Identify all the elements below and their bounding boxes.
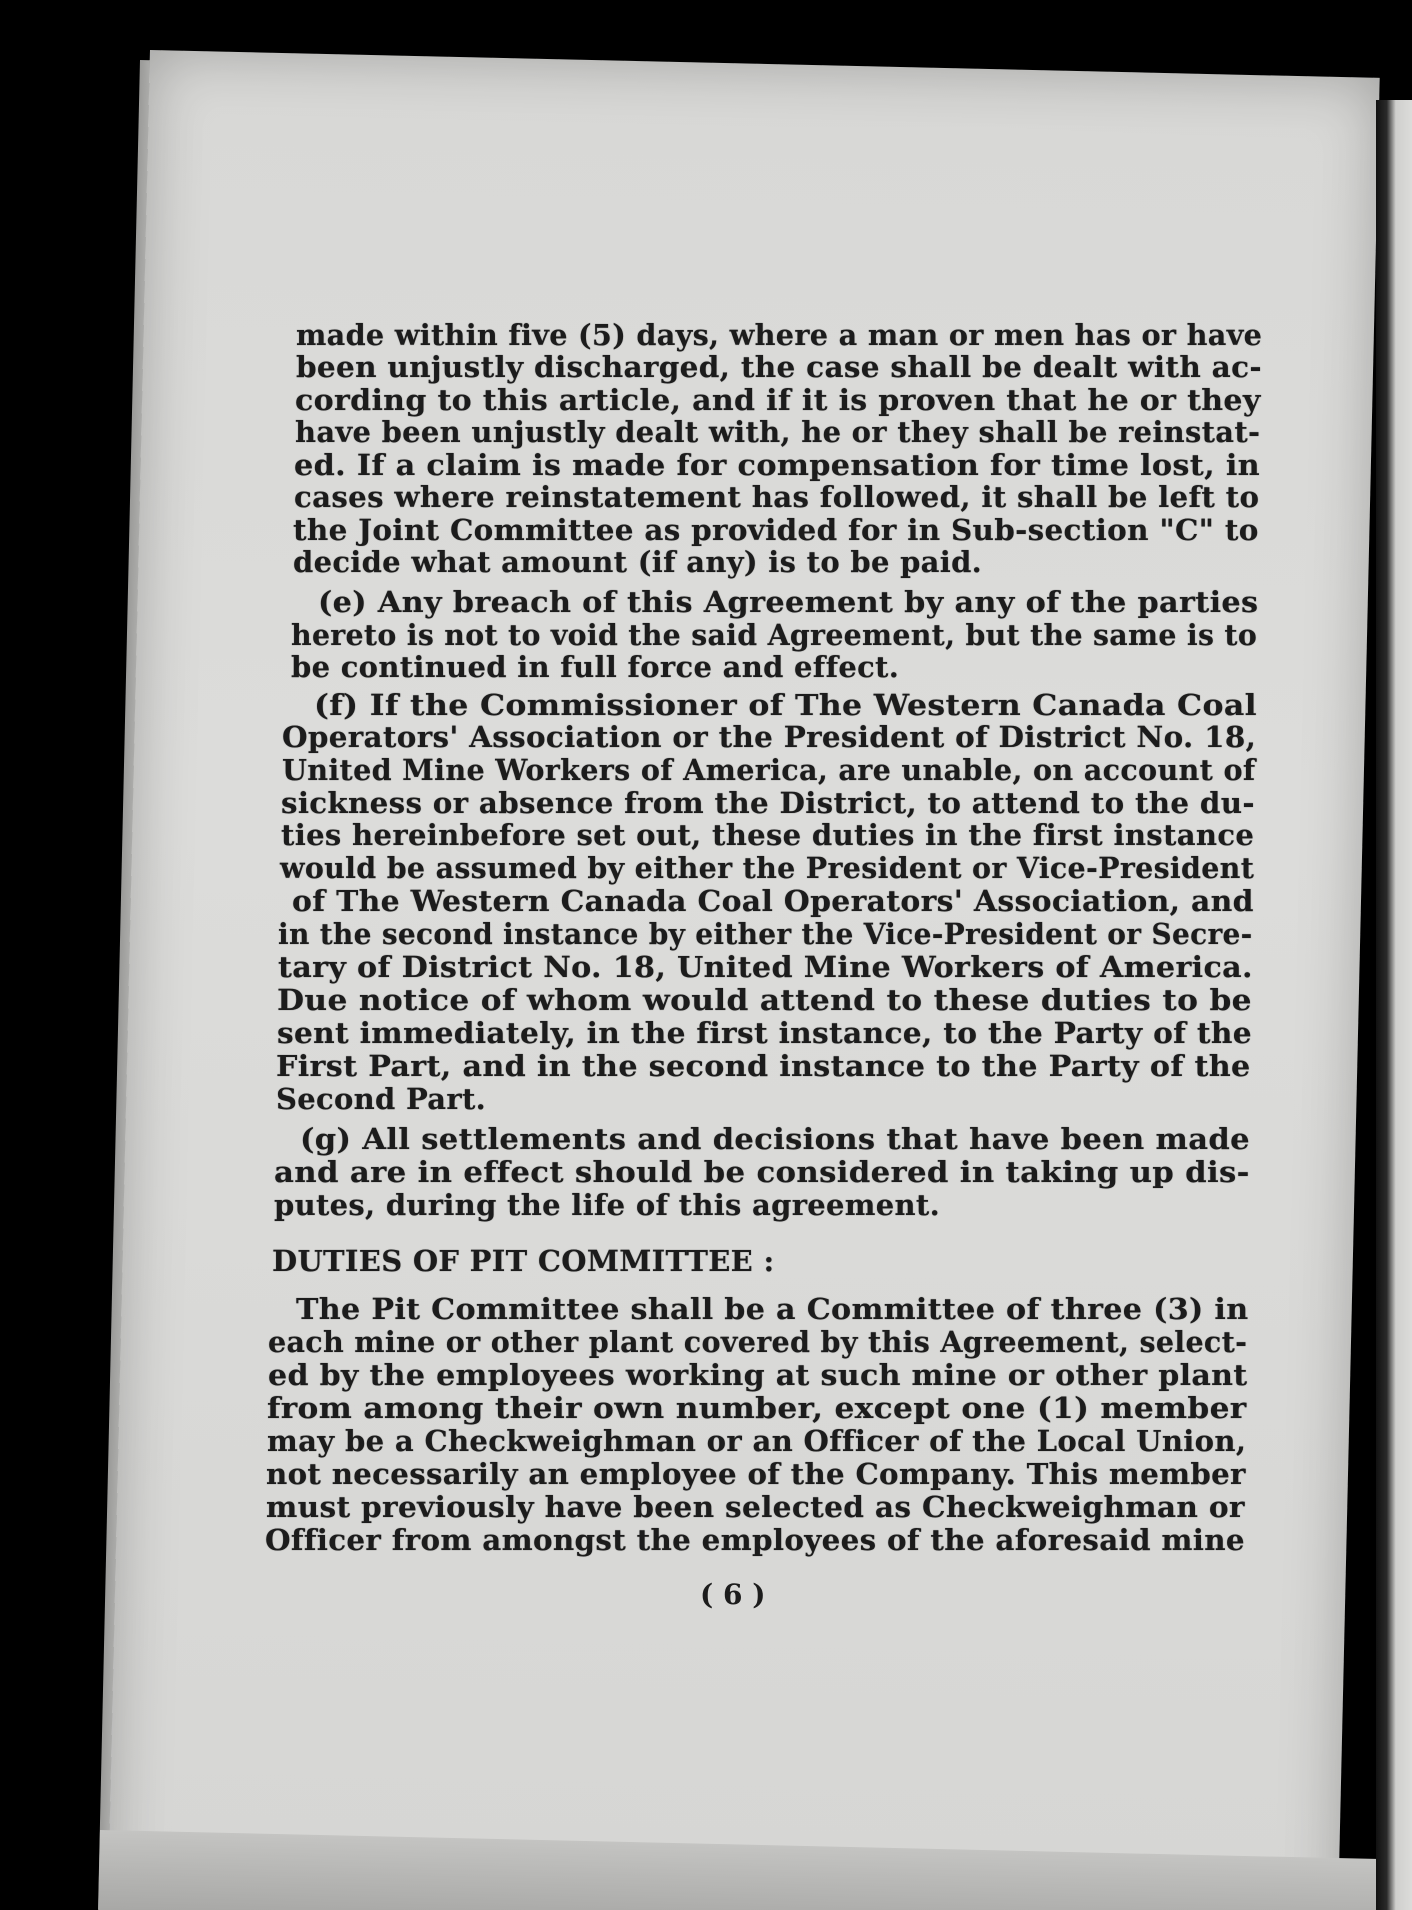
text-line: Second Part. — [276, 1082, 487, 1116]
text-line: The Pit Committee shall be a Committee of three (3) in — [296, 1292, 1249, 1326]
text-line: sent immediately, in the first instance, to the Party of the — [277, 1016, 1252, 1050]
text-line: be continued in full force and effect. — [291, 650, 900, 684]
text-line: (e) Any breach of this Agreement by any of the parties — [318, 585, 1259, 619]
text-line: have been unjustly dealt with, he or they shall be reinstat- — [295, 415, 1261, 449]
text-line: ties hereinbefore set out, these duties in the first instance — [281, 818, 1255, 852]
text-line: and are in effect should be considered in taking up dis- — [274, 1155, 1250, 1189]
text-line: hereto is not to void the said Agreement, but the same is to — [291, 618, 1258, 652]
text-line: Due notice of whom would attend to these duties to be — [277, 983, 1252, 1017]
text-line: ed by the employees working at such mine or other plant — [268, 1358, 1248, 1392]
text-line: would be assumed by either the President or Vice-President — [280, 851, 1255, 885]
text-line: must previously have been selected as Checkweighman or — [266, 1490, 1245, 1524]
text-line: been unjustly discharged, the case shall be dealt with ac- — [296, 350, 1262, 384]
section-heading: DUTIES OF PIT COMMITTEE : — [272, 1244, 775, 1278]
text-line: putes, during the life of this agreement. — [274, 1188, 941, 1222]
text-line: First Part, and in the second instance to the Party of the — [276, 1049, 1251, 1083]
text-line: from among their own number, except one (1) member — [267, 1391, 1247, 1425]
text-line: Officer from amongst the employees of the aforesaid mine — [265, 1523, 1245, 1557]
text-line: cording to this article, and if it is proven that he or they — [295, 383, 1261, 417]
text-line: ed. If a claim is made for compensation for time lost, in — [294, 448, 1261, 482]
text-line: tary of District No. 18, United Mine Workers of America. — [278, 950, 1253, 984]
text-line: in the second instance by either the Vice-President or Secre- — [278, 917, 1253, 951]
text-line: the Joint Committee as provided for in Sub-section "C" to — [293, 513, 1259, 547]
text-line: (g) All settlements and decisions that have been made — [300, 1122, 1250, 1156]
text-line: (f) If the Commissioner of The Western Canada Coal — [314, 688, 1257, 722]
text-line: may be a Checkweighman or an Officer of the Local Union, — [267, 1424, 1247, 1458]
text-line: sickness or absence from the District, to attend to the du- — [281, 786, 1255, 820]
text-line: each mine or other plant covered by this Agreement, select- — [268, 1325, 1248, 1359]
text-line: of The Western Canada Coal Operators' Association, and — [292, 884, 1254, 918]
text-line: Operators' Association or the President of District No. 18, — [282, 720, 1257, 754]
text-line: made within five (5) days, where a man or men has or have — [296, 318, 1263, 352]
page-number: ( 6 ) — [700, 1578, 766, 1611]
text-line: United Mine Workers of America, are unable, on account of — [282, 753, 1256, 787]
text-line: not necessarily an employee of the Company. This member — [266, 1457, 1246, 1491]
text-line: cases where reinstatement has followed, it shall be left to — [294, 480, 1260, 514]
text-line: decide what amount (if any) is to be paid. — [293, 545, 983, 579]
